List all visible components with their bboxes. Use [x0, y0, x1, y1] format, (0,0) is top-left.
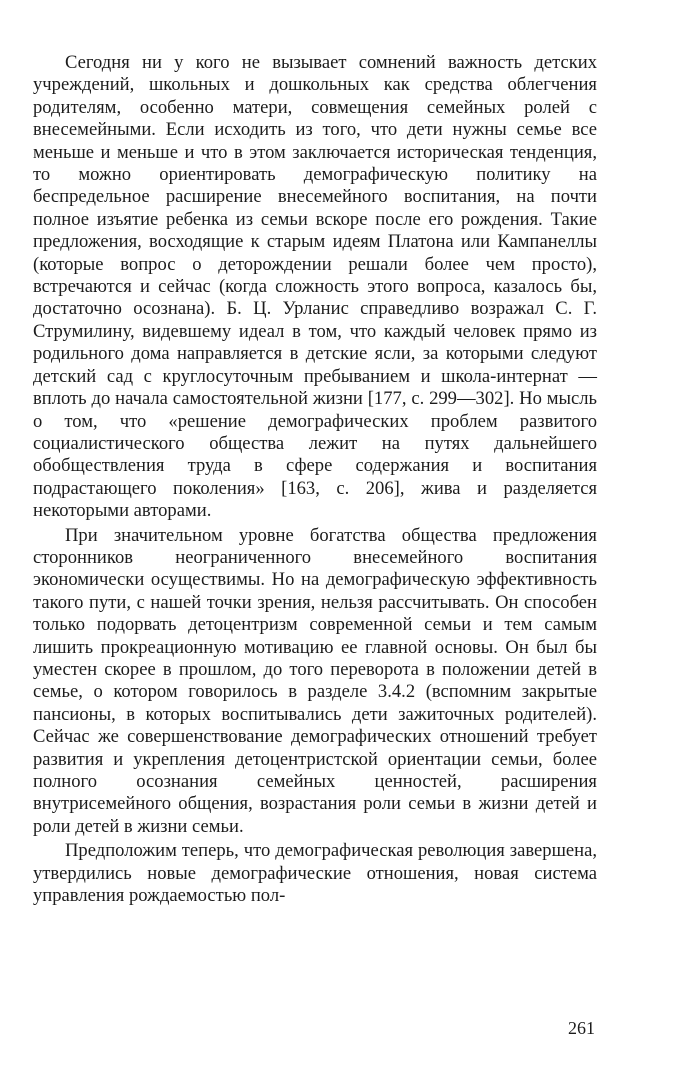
- paragraph-3: Предположим теперь, что демографическая революция завершена, утвердились новые демографические отношения, новая система управления рождаемостью пол-: [33, 840, 597, 907]
- page-text: [33, 52, 597, 907]
- paragraph-1: Сегодня ни у кого не вызывает сомнений важность детских учреждений, школьных и дошкольных как средства облегчения родителям, особенно матери, совмещения семейных ролей с внесемейными. Если исходить из того, что дети нужны семье все меньше и меньше и что в этом заключается историческая тенденция, то можно ориентировать демографическую политику на беспредельное расширение внесемейного воспитания, на почти полное изъятие ребенка из семьи вскоре после его рождения. Такие предложения, восходящие к старым идеям Платона или Кампанеллы (которые вопрос о деторождении решали более чем просто), встречаются и сейчас (когда сложность этого вопроса, казалось бы, достаточно осознана). Б. Ц. Урланис справедливо возражал С. Г. Струмилину, видевшему идеал в том, что каждый человек прямо из родильного дома направляется в детские ясли, за которыми следуют детский сад с круглосуточным пребыванием и школа-интернат — вплоть до начала самостоятельной жизни [177, с. 299—302]. Но мысль о том, что «решение демографических проблем развитого социалистического общества лежит на путях дальнейшего обобществления труда в сфере содержания и воспитания подрастающего поколения» [163, с. 206], жива и разделяется некоторыми авторами.: [33, 52, 597, 522]
- paragraph-2: При значительном уровне богатства общества предложения сторонников неограниченного внесемейного воспитания экономически осуществимы. Но на демографическую эффективность такого пути, с нашей точки зрения, нельзя рассчитывать. Он способен только подорвать детоцентризм современной семьи и тем самым лишить прокреационную мотивацию ее главной основы. Он был бы уместен скорее в прошлом, до того переворота в положении детей в семье, о котором говорилось в разделе 3.4.2 (вспомним закрытые пансионы, в которых воспитывались дети зажиточных родителей). Сейчас же совершенствование демографических отношений требует развития и укрепления детоцентристской ориентации семьи, более полного осознания семейных ценностей, расширения внутрисемейного общения, возрастания роли семьи в жизни детей и роли детей в жизни семьи.: [33, 524, 597, 837]
- page-number: 261: [568, 1018, 595, 1038]
